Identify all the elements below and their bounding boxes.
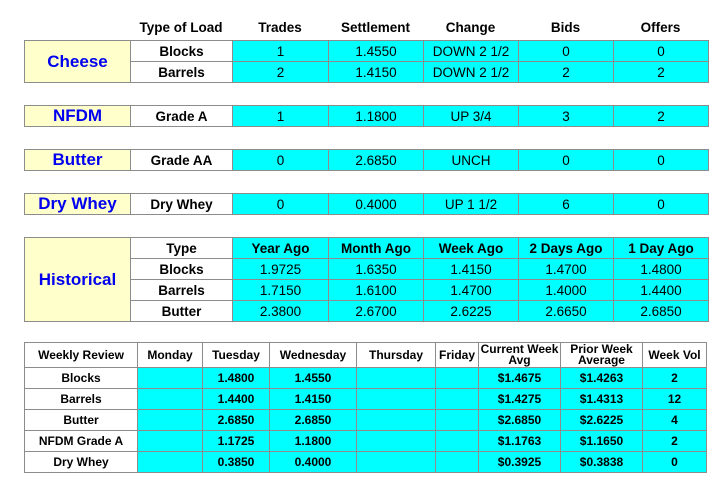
historical-1-day-ago: 1.4400: [614, 280, 709, 301]
weekly-current-avg: $0.3925: [479, 452, 561, 473]
cheese-offers: 0: [614, 41, 709, 62]
weekly-tuesday: 1.4800: [203, 368, 270, 389]
weekly-wednesday: 0.4000: [270, 452, 357, 473]
nfdm-table: [24, 105, 709, 127]
weekly-vol: 12: [643, 389, 707, 410]
butter-bids: 0: [519, 150, 614, 171]
drywhey-table: [24, 193, 709, 215]
nfdm-bids: 3: [519, 106, 614, 127]
cheese-type: Blocks: [131, 41, 233, 62]
weekly-monday: [138, 410, 203, 431]
weekly-vol: 2: [643, 368, 707, 389]
drywhey-trades: 0: [233, 194, 329, 215]
weekly-thursday: [357, 368, 436, 389]
weekly-tuesday: 2.6850: [203, 410, 270, 431]
weekly-friday: [436, 431, 479, 452]
butter-label: Butter: [25, 150, 131, 171]
historical-header-year-ago: Year Ago: [233, 238, 329, 259]
historical-1-day-ago: 1.4800: [614, 259, 709, 280]
historical-1-day-ago: 2.6850: [614, 301, 709, 322]
weekly-thursday: [357, 410, 436, 431]
nfdm-type: Grade A: [131, 106, 233, 127]
table-row: [25, 41, 709, 62]
weekly-thursday: [357, 389, 436, 410]
weekly-friday: [436, 389, 479, 410]
weekly-header-week-vol: Week Vol: [643, 343, 707, 368]
weekly-prior-avg: $0.3838: [561, 452, 643, 473]
cheese-trades: 1: [233, 41, 329, 62]
weekly-current-avg: $2.6850: [479, 410, 561, 431]
weekly-product: Butter: [25, 410, 138, 431]
historical-month-ago: 1.6350: [329, 259, 424, 280]
cheese-change: DOWN 2 1/2: [424, 41, 519, 62]
weekly-prior-avg: $1.4263: [561, 368, 643, 389]
weekly-prior-avg: $2.6225: [561, 410, 643, 431]
weekly-thursday: [357, 431, 436, 452]
historical-header-week-ago: Week Ago: [424, 238, 519, 259]
nfdm-label: NFDM: [25, 106, 131, 127]
weekly-header-review: Weekly Review: [25, 343, 138, 368]
historical-year-ago: 1.9725: [233, 259, 329, 280]
weekly-monday: [138, 368, 203, 389]
drywhey-label: Dry Whey: [25, 194, 131, 215]
historical-label: Historical: [25, 238, 131, 322]
weekly-header-prior-week-average: Prior Week Average: [561, 343, 643, 368]
table-row: [25, 238, 709, 259]
table-row: [25, 150, 709, 171]
historical-month-ago: 2.6700: [329, 301, 424, 322]
historical-type: Butter: [131, 301, 233, 322]
weekly-thursday: [357, 452, 436, 473]
cheese-bids: 0: [519, 41, 614, 62]
table-row: [25, 343, 707, 368]
weekly-current-avg: $1.4675: [479, 368, 561, 389]
weekly-header-monday: Monday: [138, 343, 203, 368]
historical-year-ago: 1.7150: [233, 280, 329, 301]
weekly-vol: 2: [643, 431, 707, 452]
historical-type: Barrels: [131, 280, 233, 301]
weekly-tuesday: 1.4400: [203, 389, 270, 410]
header-type-of-load: Type of Load: [139, 19, 223, 35]
cheese-bids: 2: [519, 62, 614, 83]
historical-header-month-ago: Month Ago: [329, 238, 424, 259]
weekly-header-current-week-avg: Current Week Avg: [479, 343, 561, 368]
weekly-wednesday: 2.6850: [270, 410, 357, 431]
nfdm-trades: 1: [233, 106, 329, 127]
header-change: Change: [445, 19, 496, 35]
weekly-wednesday: 1.4150: [270, 389, 357, 410]
weekly-wednesday: 1.4550: [270, 368, 357, 389]
butter-offers: 0: [614, 150, 709, 171]
market-header: [130, 14, 708, 40]
weekly-vol: 4: [643, 410, 707, 431]
cheese-type: Barrels: [131, 62, 233, 83]
butter-change: UNCH: [424, 150, 519, 171]
historical-header-2-days-ago: 2 Days Ago: [519, 238, 614, 259]
header-settlement: Settlement: [340, 19, 411, 35]
weekly-current-avg: $1.4275: [479, 389, 561, 410]
weekly-header-tuesday: Tuesday: [203, 343, 270, 368]
historical-2-days-ago: 1.4000: [519, 280, 614, 301]
drywhey-bids: 6: [519, 194, 614, 215]
cheese-settlement: 1.4550: [329, 41, 424, 62]
weekly-product: Blocks: [25, 368, 138, 389]
nfdm-offers: 2: [614, 106, 709, 127]
table-row: [25, 106, 709, 127]
table-row: [25, 431, 707, 452]
cheese-table: [24, 40, 709, 83]
weekly-product: Barrels: [25, 389, 138, 410]
nfdm-change: UP 3/4: [424, 106, 519, 127]
table-row: [25, 389, 707, 410]
cheese-label: Cheese: [25, 41, 131, 83]
weekly-vol: 0: [643, 452, 707, 473]
historical-month-ago: 1.6100: [329, 280, 424, 301]
table-row: [25, 452, 707, 473]
historical-week-ago: 1.4700: [424, 280, 519, 301]
header-trades: Trades: [258, 19, 302, 35]
weekly-tuesday: 1.1725: [203, 431, 270, 452]
weekly-prior-avg: $1.1650: [561, 431, 643, 452]
weekly-monday: [138, 431, 203, 452]
weekly-product: NFDM Grade A: [25, 431, 138, 452]
weekly-monday: [138, 452, 203, 473]
weekly-header-friday: Friday: [436, 343, 479, 368]
drywhey-change: UP 1 1/2: [424, 194, 519, 215]
weekly-product: Dry Whey: [25, 452, 138, 473]
butter-table: [24, 149, 709, 171]
cheese-trades: 2: [233, 62, 329, 83]
butter-settlement: 2.6850: [329, 150, 424, 171]
butter-type: Grade AA: [131, 150, 233, 171]
cheese-settlement: 1.4150: [329, 62, 424, 83]
table-row: [25, 410, 707, 431]
butter-trades: 0: [233, 150, 329, 171]
weekly-friday: [436, 452, 479, 473]
drywhey-type: Dry Whey: [131, 194, 233, 215]
weekly-wednesday: 1.1800: [270, 431, 357, 452]
nfdm-settlement: 1.1800: [329, 106, 424, 127]
historical-type: Blocks: [131, 259, 233, 280]
historical-2-days-ago: 2.6650: [519, 301, 614, 322]
weekly-friday: [436, 368, 479, 389]
weekly-prior-avg: $1.4313: [561, 389, 643, 410]
historical-2-days-ago: 1.4700: [519, 259, 614, 280]
historical-year-ago: 2.3800: [233, 301, 329, 322]
weekly-header-wednesday: Wednesday: [270, 343, 357, 368]
historical-table: [24, 237, 709, 322]
drywhey-offers: 0: [614, 194, 709, 215]
table-row: [25, 194, 709, 215]
weekly-monday: [138, 389, 203, 410]
weekly-current-avg: $1.1763: [479, 431, 561, 452]
header-offers: Offers: [640, 19, 681, 35]
historical-header-1-day-ago: 1 Day Ago: [614, 238, 709, 259]
weekly-tuesday: 0.3850: [203, 452, 270, 473]
cheese-change: DOWN 2 1/2: [424, 62, 519, 83]
cheese-offers: 2: [614, 62, 709, 83]
header-bids: Bids: [550, 19, 581, 35]
weekly-friday: [436, 410, 479, 431]
table-row: [25, 368, 707, 389]
drywhey-settlement: 0.4000: [329, 194, 424, 215]
weekly-header-thursday: Thursday: [357, 343, 436, 368]
historical-week-ago: 1.4150: [424, 259, 519, 280]
historical-week-ago: 2.6225: [424, 301, 519, 322]
historical-header-type: Type: [131, 238, 233, 259]
weekly-review-table: [24, 342, 707, 473]
